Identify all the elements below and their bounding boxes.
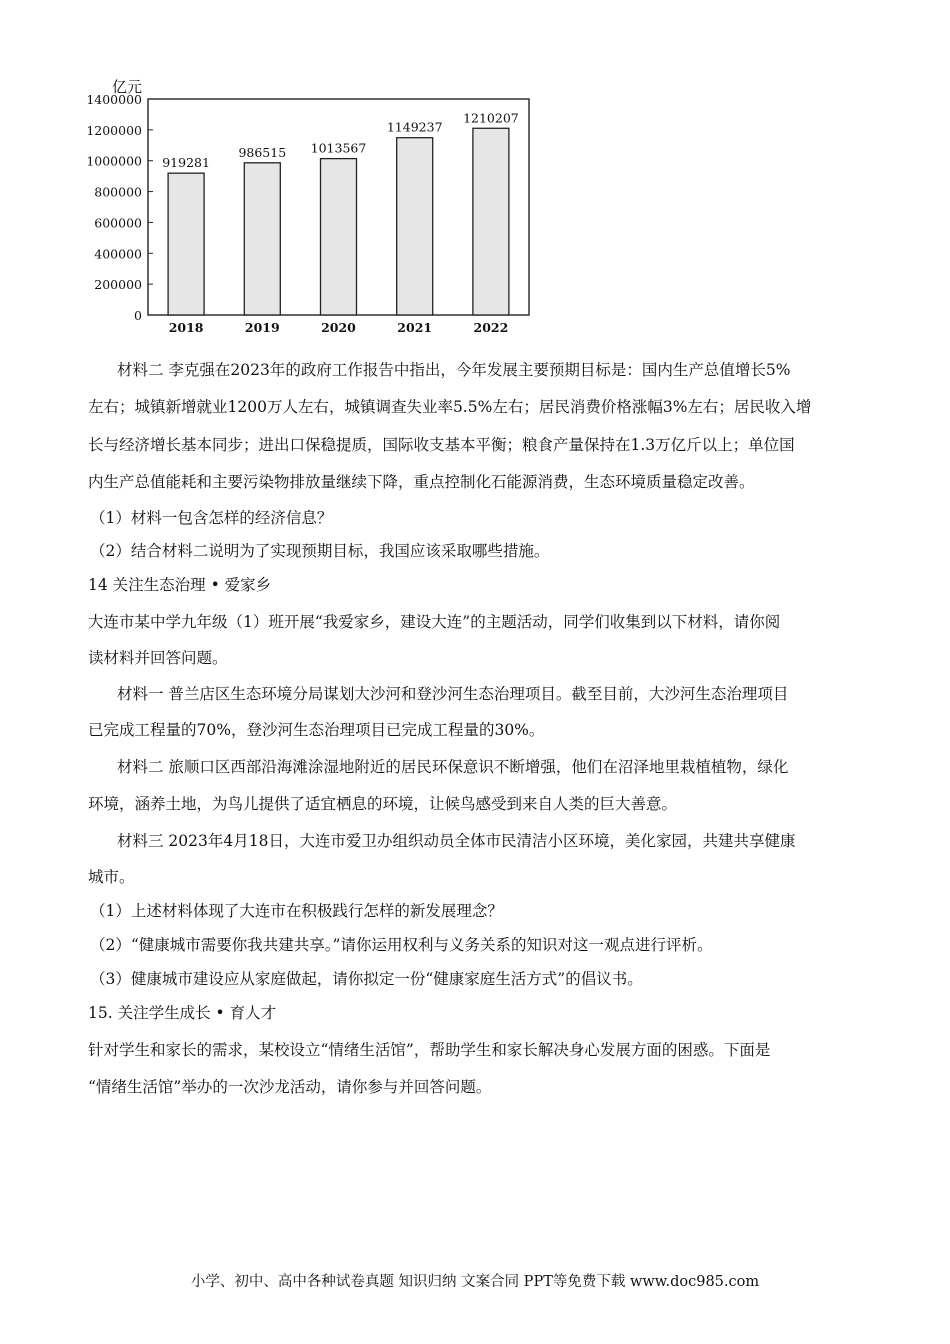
x-tick-label: 2022 bbox=[473, 320, 509, 335]
y-tick-label: 400000 bbox=[94, 246, 142, 262]
q13-question2: （2）结合材料二说明为了实现预期目标，我国应该采取哪些措施。 bbox=[90, 542, 550, 560]
bar bbox=[168, 173, 204, 315]
q13-material2-line2: 左右；城镇新增就业1200万人左右，城镇调查失业率5.5%左右；居民消费价格涨幅3%左右；居民收入增 bbox=[88, 398, 812, 416]
q14-material2-line1: 材料二 旅顺口区西部沿海滩涂湿地附近的居民环保意识不断增强，他们在沼泽地里栽植植物，绿化 bbox=[117, 758, 789, 776]
q13-material2-line3: 长与经济增长基本同步；进出口保稳提质，国际收支基本平衡；粮食产量保持在1.3万亿斤以上；单位国 bbox=[88, 436, 795, 454]
x-tick-label: 2018 bbox=[168, 320, 204, 335]
q14-material3-line1: 材料三 2023年4月18日，大连市爱卫办组织动员全体市民清洁小区环境，美化家园，共建共享健康 bbox=[117, 832, 796, 850]
bar-data-label: 919281 bbox=[162, 155, 210, 171]
q13-question1: （1）材料一包含怎样的经济信息？ bbox=[90, 509, 333, 527]
x-axis-ticks bbox=[169, 320, 509, 335]
bar-data-label: 1013567 bbox=[310, 140, 367, 156]
q14-intro-line2: 读材料并回答问题。 bbox=[88, 649, 228, 667]
q14-question3: （3）健康城市建设应从家庭做起，请你拟定一份“健康家庭生活方式”的倡议书。 bbox=[90, 970, 643, 988]
bar bbox=[244, 163, 280, 315]
y-tick-label: 800000 bbox=[94, 184, 142, 200]
x-tick-label: 2019 bbox=[244, 320, 280, 335]
q14-material3-line2: 城市。 bbox=[88, 868, 135, 886]
y-tick-label: 1400000 bbox=[86, 92, 142, 107]
q14-material2-line2: 环境，涵养土地，为鸟儿提供了适宜栖息的环境，让候鸟感受到来自人类的巨大善意。 bbox=[88, 795, 678, 813]
x-tick-label: 2020 bbox=[321, 320, 356, 335]
gdp-bar-chart bbox=[80, 70, 540, 340]
bar-data-label: 986515 bbox=[238, 144, 287, 160]
bar bbox=[321, 159, 357, 315]
x-tick-label: 2021 bbox=[397, 320, 433, 335]
q14-question1: （1）上述材料体现了大连市在积极践行怎样的新发展理念？ bbox=[90, 902, 503, 920]
q14-material1-line1: 材料一 普兰店区生态环境分局谋划大沙河和登沙河生态治理项目。截至目前，大沙河生态治理项目 bbox=[117, 685, 789, 703]
y-tick-label: 200000 bbox=[94, 277, 142, 293]
bar bbox=[397, 138, 433, 315]
q13-material2-line4: 内生产总值能耗和主要污染物排放量继续下降，重点控制化石能源消费，生态环境质量稳定改善。 bbox=[88, 473, 755, 491]
q15-intro-line2: “情绪生活馆”举办的一次沙龙活动，请你参与并回答问题。 bbox=[88, 1078, 492, 1096]
q15-title: 15. 关注学生成长 • 育人才 bbox=[88, 1004, 277, 1022]
q14-title: 14 关注生态治理 • 爱家乡 bbox=[88, 576, 272, 594]
y-tick-label: 1200000 bbox=[86, 122, 142, 138]
q14-intro-line1: 大连市某中学九年级（1）班开展“我爱家乡，建设大连”的主题活动，同学们收集到以下材料，请你阅 bbox=[88, 613, 781, 631]
bar-data-label: 1210207 bbox=[463, 110, 519, 126]
bar-data-label: 1149237 bbox=[386, 119, 443, 135]
q14-question2: （2）“健康城市需要你我共建共享。”请你运用权利与义务关系的知识对这一观点进行评析。 bbox=[90, 936, 713, 954]
q13-material2-line1: 材料二 李克强在2023年的政府工作报告中指出，今年发展主要预期目标是：国内生产总值增长5% bbox=[117, 361, 791, 379]
bar-series bbox=[162, 110, 519, 315]
bar bbox=[473, 128, 509, 315]
q15-intro-line1: 针对学生和家长的需求，某校设立“情绪生活馆”，帮助学生和家长解决身心发展方面的困惑。下面是 bbox=[88, 1041, 771, 1059]
q14-material1-line2: 已完成工程量的70%，登沙河生态治理项目已完成工程量的30%。 bbox=[88, 721, 545, 739]
y-axis-unit-label: 亿元 bbox=[112, 78, 143, 96]
page-footer: 小学、初中、高中各种试卷真题 知识归纳 文案合同 PPT等免费下载 www.doc985.com bbox=[190, 1274, 760, 1290]
y-tick-label: 0 bbox=[134, 308, 142, 323]
y-tick-label: 600000 bbox=[94, 215, 142, 231]
y-tick-label: 1000000 bbox=[86, 153, 142, 169]
y-axis-ticks bbox=[86, 92, 153, 323]
